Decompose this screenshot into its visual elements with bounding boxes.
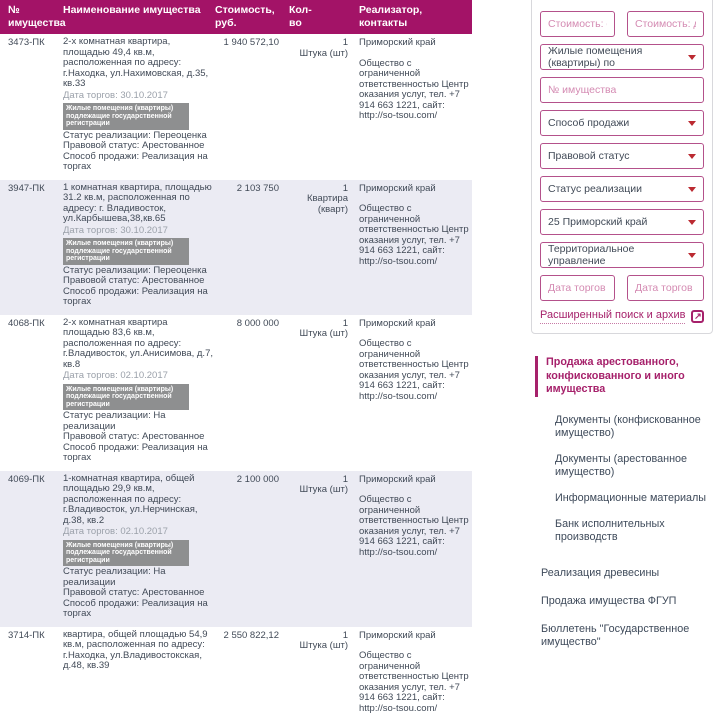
category-badge: Жилые помещения (квартиры) подлежащие государственной регистрации — [63, 238, 189, 265]
sale-method-select-value: Способ продажи — [548, 117, 629, 129]
header-property-name: Наименование имущества — [63, 4, 215, 30]
auction-date-from-input[interactable] — [540, 275, 615, 301]
status-realization: Статус реализации: Переоценка — [63, 266, 215, 277]
realizer-contacts: Общество с ограниченной ответственностью Центр оказания услуг, тел. +7 914 663 1221, сайт: http://so-tsou.com/ — [359, 651, 472, 714]
status-sale-method: Способ продажи: Реализация на торгах — [63, 599, 215, 620]
chevron-down-icon — [688, 187, 696, 192]
property-description: 2-х комнатная квартира, площадью 49,4 кв.м, расположенная по адресу: г.Находка, ул.Нахимовская, д.35, кв.33 — [63, 37, 215, 90]
realizer-contacts: Общество с ограниченной ответственностью Центр оказания услуг, тел. +7 914 663 1221, сайт: http://so-tsou.com/ — [359, 204, 472, 267]
header-quantity: Кол-во — [285, 4, 352, 30]
property-id: 3473-ПК — [0, 37, 63, 173]
chevron-down-icon — [688, 55, 696, 60]
advanced-search-label: Расширенный поиск и архив — [540, 309, 685, 324]
unit-label: Квартира (кварт) — [285, 194, 348, 215]
unit-label: Штука (шт) — [285, 49, 348, 60]
quantity-value: 1 — [285, 475, 348, 486]
realizer-contacts: Общество с ограниченной ответственностью Центр оказания услуг, тел. +7 914 663 1221, сайт: http://so-tsou.com/ — [359, 495, 472, 558]
cost-from-input[interactable] — [540, 11, 615, 37]
territorial-select[interactable] — [540, 242, 704, 268]
category-badge: Жилые помещения (квартиры) подлежащие государственной регистрации — [63, 384, 189, 411]
table-row[interactable] — [0, 180, 472, 315]
auction-date: Дата торгов: 30.10.2017 — [63, 91, 215, 102]
price-value: 2 100 000 — [215, 474, 285, 620]
auction-date: Дата торгов: 02.10.2017 — [63, 371, 215, 382]
table-row[interactable] — [0, 315, 472, 471]
status-sale-method: Способ продажи: Реализация на торгах — [63, 443, 215, 464]
sidebar-link-docs-confiscated[interactable]: Документы (конфискованное имущество) — [555, 414, 715, 440]
price-value: 2 550 822,12 — [215, 630, 285, 715]
property-description: 2-х комнатная квартира площадью 83,6 кв.м, расположенная по адресу: г.Владивосток, ул.Анисимова, д.7, кв.8 — [63, 318, 215, 371]
category-select-value: Жилые помещения (квартиры) по — [548, 45, 688, 69]
chevron-down-icon — [688, 154, 696, 159]
external-link-icon: ↗ — [691, 310, 704, 323]
sidebar-section-title[interactable]: Продажа арестованного, конфискованного и иного имущества — [535, 356, 707, 397]
table-row[interactable] — [0, 471, 472, 627]
property-id: 4069-ПК — [0, 474, 63, 620]
status-legal: Правовой статус: Арестованное — [63, 432, 215, 443]
status-sale-method: Способ продажи: Реализация на торгах — [63, 152, 215, 173]
category-badge: Жилые помещения (квартиры) подлежащие государственной регистрации — [63, 540, 189, 567]
sidebar-link-state-property-bulletin[interactable]: Бюллетень "Государственное имущество" — [541, 623, 713, 649]
sidebar-link-docs-arrested[interactable]: Документы (арестованное имущество) — [555, 453, 715, 479]
quantity-value: 1 — [285, 631, 348, 642]
status-legal: Правовой статус: Арестованное — [63, 588, 215, 599]
chevron-down-icon — [688, 253, 696, 258]
auction-date: Дата торгов: 30.10.2017 — [63, 226, 215, 237]
status-realization: Статус реализации: На реализации — [63, 567, 215, 588]
realization-status-select-value: Статус реализации — [548, 183, 642, 195]
property-description: квартира, общей площадью 54,9 кв.м, расположенная по адресу: г.Находка, ул.Владивостокская, д.48, кв.39 — [63, 630, 215, 672]
header-realizer: Реализатор, контакты — [352, 4, 472, 30]
cost-to-input[interactable] — [627, 11, 704, 37]
quantity-value: 1 — [285, 38, 348, 49]
realization-status-select[interactable] — [540, 176, 704, 202]
chevron-down-icon — [688, 121, 696, 126]
sale-method-select[interactable] — [540, 110, 704, 136]
price-value: 1 940 572,10 — [215, 37, 285, 173]
region-label: Приморский край — [359, 38, 472, 49]
status-realization: Статус реализации: Переоценка — [63, 131, 215, 142]
sidebar-link-enforcement-bank[interactable]: Банк исполнительных производств — [555, 518, 715, 544]
region-select[interactable] — [540, 209, 704, 235]
region-label: Приморский край — [359, 319, 472, 330]
realizer-contacts: Общество с ограниченной ответственностью Центр оказания услуг, тел. +7 914 663 1221, сайт: http://so-tsou.com/ — [359, 59, 472, 122]
nav-section-gap — [531, 544, 716, 552]
status-legal: Правовой статус: Арестованное — [63, 276, 215, 287]
header-property-id: № имущества — [0, 4, 63, 30]
category-badge: Жилые помещения (квартиры) подлежащие государственной регистрации — [63, 103, 189, 130]
property-id: 4068-ПК — [0, 318, 63, 464]
property-description: 1 комнатная квартира, площадью 31.2 кв.м, расположенная по адресу: г. Владивосток, ул.Карбышева,38,кв.65 — [63, 183, 215, 225]
property-id: 3947-ПК — [0, 183, 63, 308]
sidebar-link-timber-sales[interactable]: Реализация древесины — [541, 567, 713, 580]
property-description: 1-комнатная квартира, общей площадью 29,9 кв.м, расположенная по адресу: г.Владивосток, ул.Нерчинская, д.38, кв.2 — [63, 474, 215, 527]
legal-status-select[interactable] — [540, 143, 704, 169]
status-sale-method: Способ продажи: Реализация на торгах — [63, 287, 215, 308]
quantity-value: 1 — [285, 184, 348, 195]
sidebar-nav — [531, 356, 716, 649]
search-filter-panel — [531, 0, 713, 334]
property-number-input[interactable] — [540, 77, 704, 103]
realizer-contacts: Общество с ограниченной ответственностью Центр оказания услуг, тел. +7 914 663 1221, сайт: http://so-tsou.com/ — [359, 339, 472, 402]
territorial-select-value: Территориальное управление — [548, 243, 688, 267]
sidebar-link-fgup-sales[interactable]: Продажа имущества ФГУП — [541, 595, 713, 608]
header-price: Стоимость, руб. — [215, 4, 285, 30]
legal-status-select-value: Правовой статус — [548, 150, 629, 162]
price-value: 8 000 000 — [215, 318, 285, 464]
chevron-down-icon — [688, 220, 696, 225]
table-header — [0, 0, 472, 34]
unit-label: Штука (шт) — [285, 329, 348, 340]
status-legal: Правовой статус: Арестованное — [63, 141, 215, 152]
unit-label: Штука (шт) — [285, 641, 348, 652]
status-realization: Статус реализации: На реализации — [63, 411, 215, 432]
price-value: 2 103 750 — [215, 183, 285, 308]
table-row[interactable] — [0, 34, 472, 180]
region-label: Приморский край — [359, 184, 472, 195]
table-row[interactable] — [0, 627, 472, 721]
category-select[interactable] — [540, 44, 704, 70]
advanced-search-link[interactable] — [540, 309, 704, 324]
region-label: Приморский край — [359, 475, 472, 486]
unit-label: Штука (шт) — [285, 485, 348, 496]
property-id: 3714-ПК — [0, 630, 63, 715]
region-select-value: 25 Приморский край — [548, 216, 647, 228]
sidebar-link-info-materials[interactable]: Информационные материалы — [555, 492, 715, 505]
auction-date-to-input[interactable] — [627, 275, 704, 301]
auction-date: Дата торгов: 02.10.2017 — [63, 527, 215, 538]
region-label: Приморский край — [359, 631, 472, 642]
quantity-value: 1 — [285, 319, 348, 330]
